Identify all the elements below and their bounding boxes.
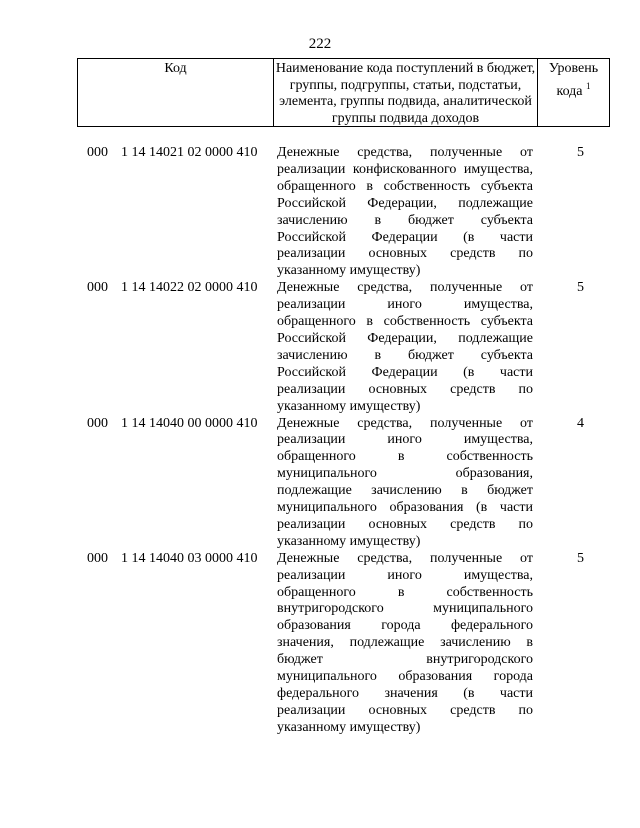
header-name: Наименование кода поступлений в бюджет, группы, подгруппы, статьи, подстатьи, элемента, группы подвида, аналитической группы подвида доходов — [274, 59, 538, 126]
header-level — [538, 59, 609, 126]
row-code: 1 14 14022 02 0000 410 — [121, 280, 258, 296]
row-name: Денежные средства, полученные от реализации иного имущества, обращенного в собственность муниципального образования, подлежащие зачислению в бюджет муниципального образования (в части реализации основных средств по указанному имуществу) — [277, 415, 533, 549]
table-row — [77, 145, 610, 280]
row-prefix: 000 — [87, 415, 108, 431]
row-name: Денежные средства, полученные от реализации иного имущества, обращенного в собственность внутригородского муниципального образования города федерального значения, подлежащие зачислению в бюджет внутригородского муниципального образования города федерального значения (в части реализации основных средств по указанному имуществу) — [277, 550, 533, 735]
header-code: Код — [78, 59, 274, 126]
table-row — [77, 280, 610, 415]
row-level: 5 — [577, 280, 584, 296]
row-prefix: 000 — [87, 280, 108, 296]
table-row — [77, 551, 610, 737]
row-code: 1 14 14021 02 0000 410 — [121, 145, 258, 160]
row-level: 5 — [577, 145, 584, 160]
footnote-marker: 1 — [586, 80, 591, 91]
row-level: 4 — [577, 415, 584, 431]
header-level-label: Уровень кода — [548, 61, 599, 99]
table-row — [77, 416, 610, 551]
row-prefix: 000 — [87, 550, 108, 566]
row-name: Денежные средства, полученные от реализации конфискованного имущества, обращенного в собственность субъекта Российской Федерации, подлежащие зачислению в бюджет субъекта Российской Федерации (в части реализации основных средств по указанному имуществу) — [277, 145, 533, 279]
row-code: 1 14 14040 00 0000 410 — [121, 415, 258, 431]
row-code: 1 14 14040 03 0000 410 — [121, 550, 258, 566]
table-body — [77, 145, 610, 737]
page-number: 222 — [308, 36, 332, 52]
table-header — [77, 58, 610, 127]
row-level: 5 — [577, 550, 584, 566]
row-prefix: 000 — [87, 145, 108, 160]
row-name: Денежные средства, полученные от реализации иного имущества, обращенного в собственность субъекта Российской Федерации, подлежащие зачислению в бюджет субъекта Российской Федерации (в части реализации основных средств по указанному имуществу) — [277, 280, 533, 414]
